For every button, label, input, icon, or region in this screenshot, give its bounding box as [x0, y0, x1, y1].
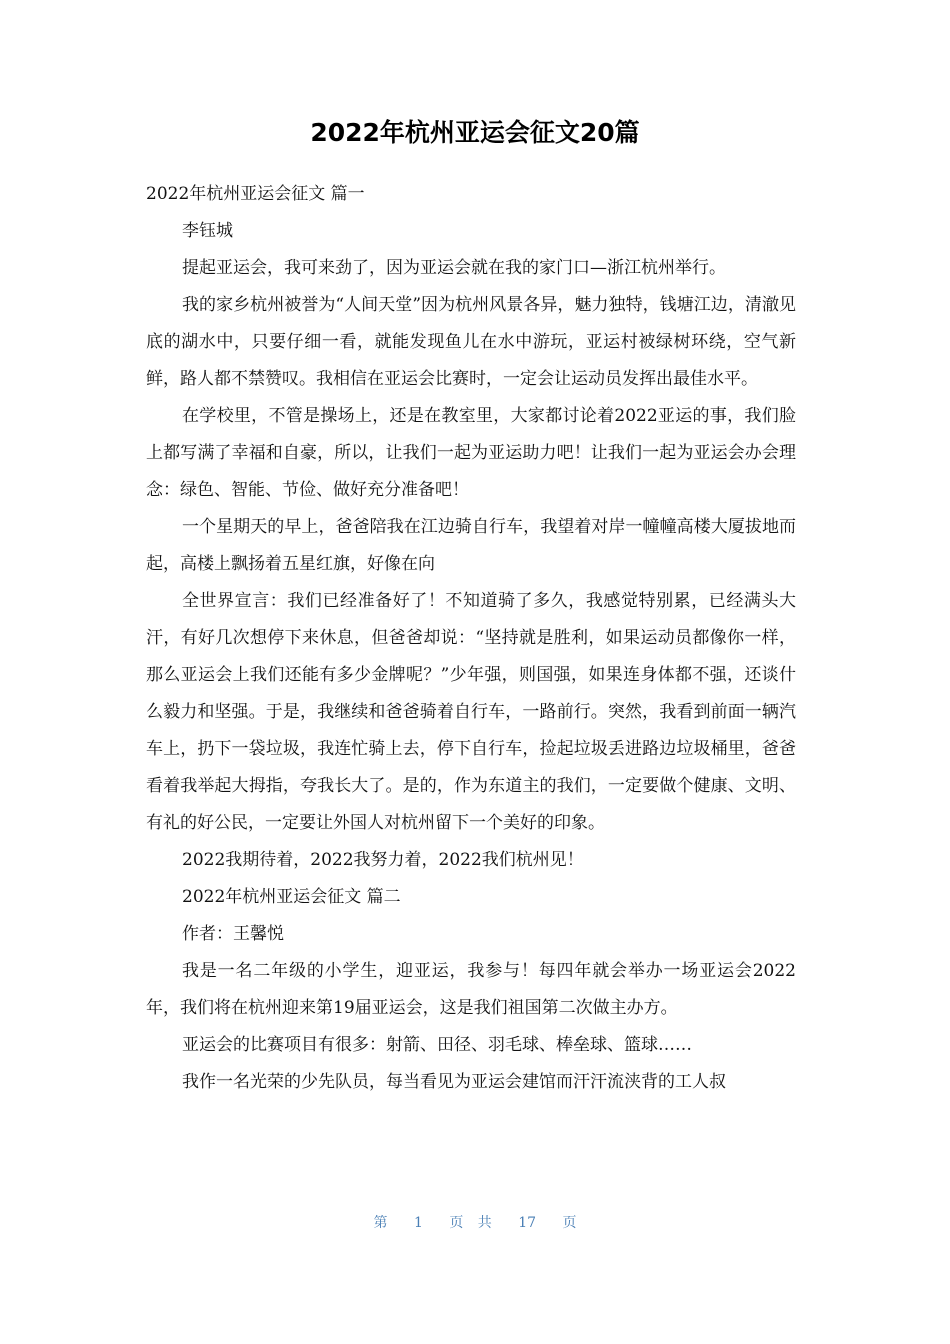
footer-total-pages: 17 [518, 1215, 537, 1231]
footer-label-end: 页 [562, 1215, 577, 1231]
footer-label-of: 页 共 [449, 1215, 492, 1231]
paragraph: 李钰城 [182, 221, 233, 241]
paragraph: 我作一名光荣的少先队员，每当看见为亚运会建馆而汗汗流浃背的工人叔 [182, 1072, 726, 1092]
paragraph: 全世界宣言：我们已经准备好了！不知道骑了多久，我感觉特别累，已经满头大汗，有好几次想停下来休息，但爸爸却说：“坚持就是胜利，如果运动员都像你一样，那么亚运会上我们还能有多少金牌呢？”少年强，则国强，如果连身体都不强，还谈什么毅力和坚强。于是，我继续和爸爸骑着自行车，一路前行。突然，我看到前面一辆汽车上，扔下一袋垃圾，我连忙骑上去，停下自行车，捡起垃圾丢进路边垃圾桶里，爸爸看着我举起大拇指，夸我长大了。是的，作为东道主的我们，一定要做个健康、文明、有礼的好公民，一定要让外国人对杭州留下一个美好的印象。 [146, 591, 796, 833]
footer-label-page: 第 [373, 1215, 388, 1231]
paragraph: 2022我期待着，2022我努力着，2022我们杭州见！ [182, 850, 584, 870]
paragraph: 亚运会的比赛项目有很多：射箭、田径、羽毛球、棒垒球、篮球…… [182, 1035, 692, 1055]
paragraph: 我的家乡杭州被誉为“人间天堂”因为杭州风景各异，魅力独特，钱塘江边，清澈见底的湖水中，只要仔细一看，就能发现鱼儿在水中游玩，亚运村被绿树环绕，空气新鲜，路人都不禁赞叹。我相信在亚运会比赛时，一定会让运动员发挥出最佳水平。 [146, 295, 796, 389]
paragraph: 2022年杭州亚运会征文 篇一 [146, 184, 365, 204]
footer-current-page: 1 [413, 1215, 423, 1231]
paragraph: 在学校里，不管是操场上，还是在教室里，大家都讨论着2022亚运的事，我们脸上都写满了幸福和自豪，所以，让我们一起为亚运助力吧！让我们一起为亚运会办会理念：绿色、智能、节俭、做好充分准备吧！ [146, 406, 796, 500]
paragraph: 一个星期天的早上，爸爸陪我在江边骑自行车，我望着对岸一幢幢高楼大厦拔地而起，高楼上飘扬着五星红旗，好像在向 [146, 517, 796, 574]
document-body [146, 176, 796, 1101]
paragraph: 作者：王馨悦 [182, 924, 284, 944]
paragraph: 2022年杭州亚运会征文 篇二 [182, 887, 401, 907]
paragraph: 我是一名二年级的小学生，迎亚运，我参与！每四年就会举办一场亚运会2022年，我们将在杭州迎来第19届亚运会，这是我们祖国第二次做主办方。 [146, 961, 796, 1018]
document-title: 2022年杭州亚运会征文20篇 [310, 118, 640, 147]
page-footer [0, 1212, 950, 1232]
paragraph: 提起亚运会，我可来劲了，因为亚运会就在我的家门口—浙江杭州举行。 [182, 258, 726, 278]
